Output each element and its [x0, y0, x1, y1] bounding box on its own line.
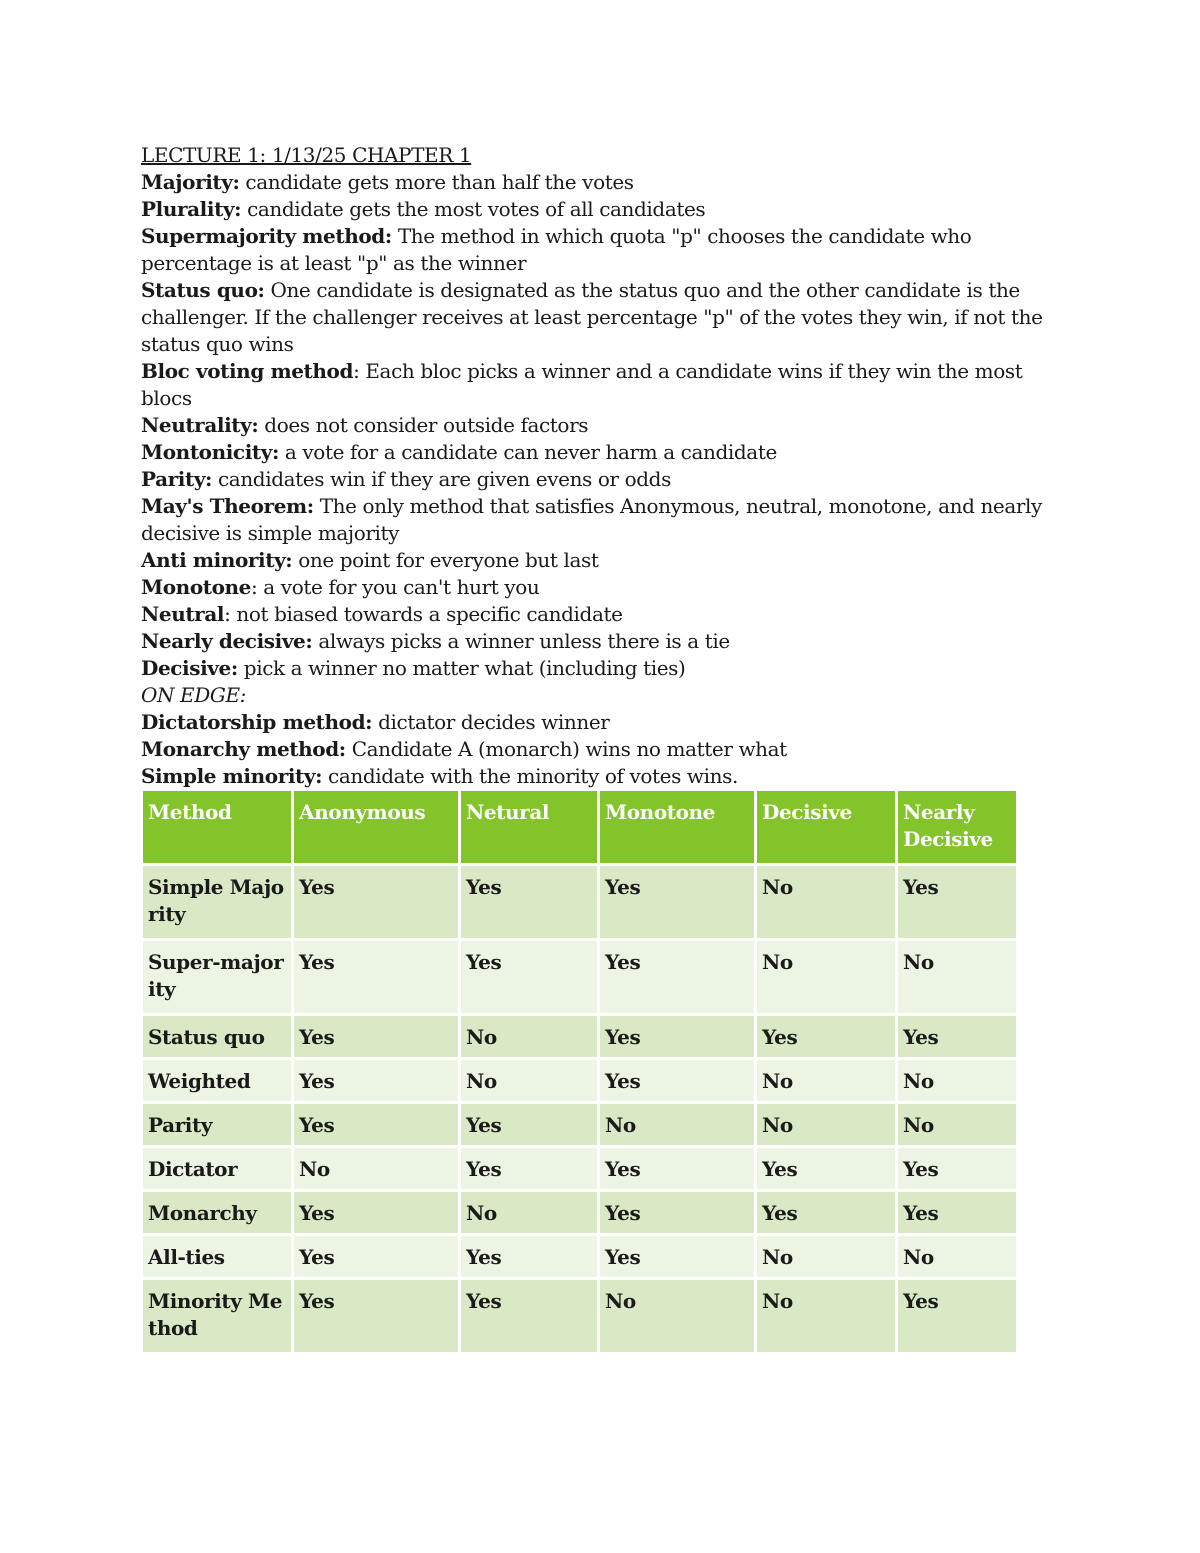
- column-header-anonymous: Anonymous: [294, 791, 458, 863]
- definition-item: [141, 466, 1056, 493]
- definition-term: Supermajority method:: [141, 224, 392, 248]
- table-cell-method: Dictator: [143, 1148, 291, 1189]
- table-cell: No: [757, 1060, 895, 1101]
- table-cell: No: [757, 1236, 895, 1277]
- definition-term: Decisive:: [141, 656, 238, 680]
- table-cell: No: [461, 1060, 597, 1101]
- table-cell-method: Simple Majority: [143, 866, 291, 938]
- table-cell: Yes: [757, 1148, 895, 1189]
- table-cell: Yes: [294, 1104, 458, 1145]
- definition-term: Nearly decisive:: [141, 629, 313, 653]
- definition-text: a vote for a candidate can never harm a candidate: [278, 440, 777, 464]
- definition-text: The only method that satisfies Anonymous, neutral, monotone, and nearly decisive is simple majority: [141, 494, 1042, 545]
- column-header-decisive: Decisive: [757, 791, 895, 863]
- table-cell: No: [757, 1280, 895, 1352]
- table-cell: Yes: [898, 1148, 1016, 1189]
- definition-item: [141, 574, 1056, 601]
- table-cell: Yes: [898, 1280, 1016, 1352]
- table-cell: No: [294, 1148, 458, 1189]
- table-cell: Yes: [294, 1060, 458, 1101]
- document-page: [141, 142, 1061, 790]
- definition-text: Candidate A (monarch) wins no matter what: [345, 737, 787, 761]
- table-cell: Yes: [600, 1016, 754, 1057]
- definition-text: candidate with the minority of votes wins.: [322, 764, 738, 788]
- column-header-neutral: Netural: [461, 791, 597, 863]
- definition-term: Status quo:: [141, 278, 265, 302]
- voting-methods-table-wrap: [143, 791, 1016, 1352]
- table-cell: Yes: [600, 1148, 754, 1189]
- definition-text: : not biased towards a specific candidate: [224, 602, 623, 626]
- table-row: [143, 866, 1016, 938]
- table-row: [143, 1016, 1016, 1057]
- table-cell: No: [898, 1104, 1016, 1145]
- table-cell: Yes: [898, 1016, 1016, 1057]
- definition-text: candidate gets the most votes of all candidates: [241, 197, 706, 221]
- definition-term: Neutral: [141, 602, 225, 626]
- definition-item: [141, 169, 1056, 196]
- table-cell: Yes: [898, 866, 1016, 938]
- definition-text: The method in which quota "p" chooses the candidate who percentage is at least "p" as the winner: [141, 224, 972, 275]
- definition-item: [141, 628, 1056, 655]
- definition-text: candidates win if they are given evens or odds: [212, 467, 671, 491]
- table-cell: Yes: [294, 1016, 458, 1057]
- table-cell: No: [461, 1016, 597, 1057]
- definition-item: [141, 358, 1056, 412]
- table-cell: Yes: [294, 1236, 458, 1277]
- definition-term: Plurality:: [141, 197, 242, 221]
- section-label-on-edge: ON EDGE:: [141, 683, 247, 707]
- definition-item: [141, 547, 1056, 574]
- table-row: [143, 1280, 1016, 1352]
- table-cell: No: [600, 1104, 754, 1145]
- table-row: [143, 1192, 1016, 1233]
- table-cell-method: Monarchy: [143, 1192, 291, 1233]
- column-header-nearly-decisive: Nearly Decisive: [898, 791, 1016, 863]
- table-row: [143, 1236, 1016, 1277]
- definition-item: [141, 223, 1056, 277]
- table-cell: Yes: [898, 1192, 1016, 1233]
- definition-text: One candidate is designated as the status quo and the other candidate is the challenger. If the challenger receives at least percentage "p" of the votes they win, if not the status quo wins: [141, 278, 1043, 356]
- table-cell-method: Super-majority: [143, 941, 291, 1013]
- table-cell: Yes: [461, 1280, 597, 1352]
- definition-text: pick a winner no matter what (including ties): [237, 656, 686, 680]
- table-cell: Yes: [461, 1148, 597, 1189]
- definition-item: [141, 439, 1056, 466]
- table-cell: Yes: [461, 1236, 597, 1277]
- definition-item: [141, 277, 1056, 358]
- definition-item: [141, 493, 1056, 547]
- definition-text: always picks a winner unless there is a tie: [312, 629, 730, 653]
- table-cell: No: [898, 1060, 1016, 1101]
- definition-term: Bloc voting method: [141, 359, 354, 383]
- table-cell: No: [898, 941, 1016, 1013]
- definitions-list: [141, 169, 1061, 790]
- definition-text: dictator decides winner: [372, 710, 610, 734]
- table-cell: Yes: [461, 866, 597, 938]
- definition-text: does not consider outside factors: [258, 413, 589, 437]
- definition-item: [141, 655, 1056, 682]
- table-cell: Yes: [294, 941, 458, 1013]
- table-cell: No: [757, 866, 895, 938]
- definition-term: Simple minority:: [141, 764, 323, 788]
- table-cell: Yes: [600, 1236, 754, 1277]
- definition-term: Montonicity:: [141, 440, 279, 464]
- table-cell: Yes: [757, 1016, 895, 1057]
- table-cell: No: [757, 1104, 895, 1145]
- definition-text: : Each bloc picks a winner and a candidate wins if they win the most blocs: [141, 359, 1023, 410]
- table-cell-method: All-ties: [143, 1236, 291, 1277]
- table-cell: Yes: [294, 866, 458, 938]
- table-header-row: [143, 791, 1016, 863]
- table-row: [143, 1104, 1016, 1145]
- table-cell-method: Parity: [143, 1104, 291, 1145]
- definition-term: Dictatorship method:: [141, 710, 373, 734]
- table-row: [143, 941, 1016, 1013]
- definition-item: [141, 709, 1056, 736]
- definition-item: [141, 601, 1056, 628]
- table-cell-method: Status quo: [143, 1016, 291, 1057]
- definition-term: Parity:: [141, 467, 213, 491]
- table-cell: Yes: [757, 1192, 895, 1233]
- table-cell-method: Weighted: [143, 1060, 291, 1101]
- table-row: [143, 1060, 1016, 1101]
- lecture-heading: LECTURE 1: 1/13/25 CHAPTER 1: [141, 143, 472, 167]
- table-cell: No: [600, 1280, 754, 1352]
- table-cell: No: [757, 941, 895, 1013]
- table-cell: No: [461, 1192, 597, 1233]
- table-cell: Yes: [600, 866, 754, 938]
- table-cell: Yes: [600, 941, 754, 1013]
- definition-term: Monarchy method:: [141, 737, 346, 761]
- table-cell-method: Minority Method: [143, 1280, 291, 1352]
- definition-text: candidate gets more than half the votes: [239, 170, 634, 194]
- table-cell: No: [898, 1236, 1016, 1277]
- table-cell: Yes: [294, 1192, 458, 1233]
- table-cell: Yes: [294, 1280, 458, 1352]
- definition-text: : a vote for you can't hurt you: [251, 575, 540, 599]
- definition-term: Monotone: [141, 575, 252, 599]
- column-header-method: Method: [143, 791, 291, 863]
- table-cell: Yes: [600, 1192, 754, 1233]
- definition-item: [141, 736, 1056, 763]
- definition-item: [141, 412, 1056, 439]
- definition-term: Majority:: [141, 170, 240, 194]
- definition-text: one point for everyone but last: [292, 548, 599, 572]
- definition-item: [141, 763, 1056, 790]
- column-header-monotone: Monotone: [600, 791, 754, 863]
- definition-term: May's Theorem:: [141, 494, 314, 518]
- table-cell: Yes: [600, 1060, 754, 1101]
- definition-term: Neutrality:: [141, 413, 259, 437]
- voting-methods-table: [140, 788, 1019, 1355]
- table-row: [143, 1148, 1016, 1189]
- table-cell: Yes: [461, 1104, 597, 1145]
- table-cell: Yes: [461, 941, 597, 1013]
- definition-item: [141, 196, 1056, 223]
- definition-term: Anti minority:: [141, 548, 293, 572]
